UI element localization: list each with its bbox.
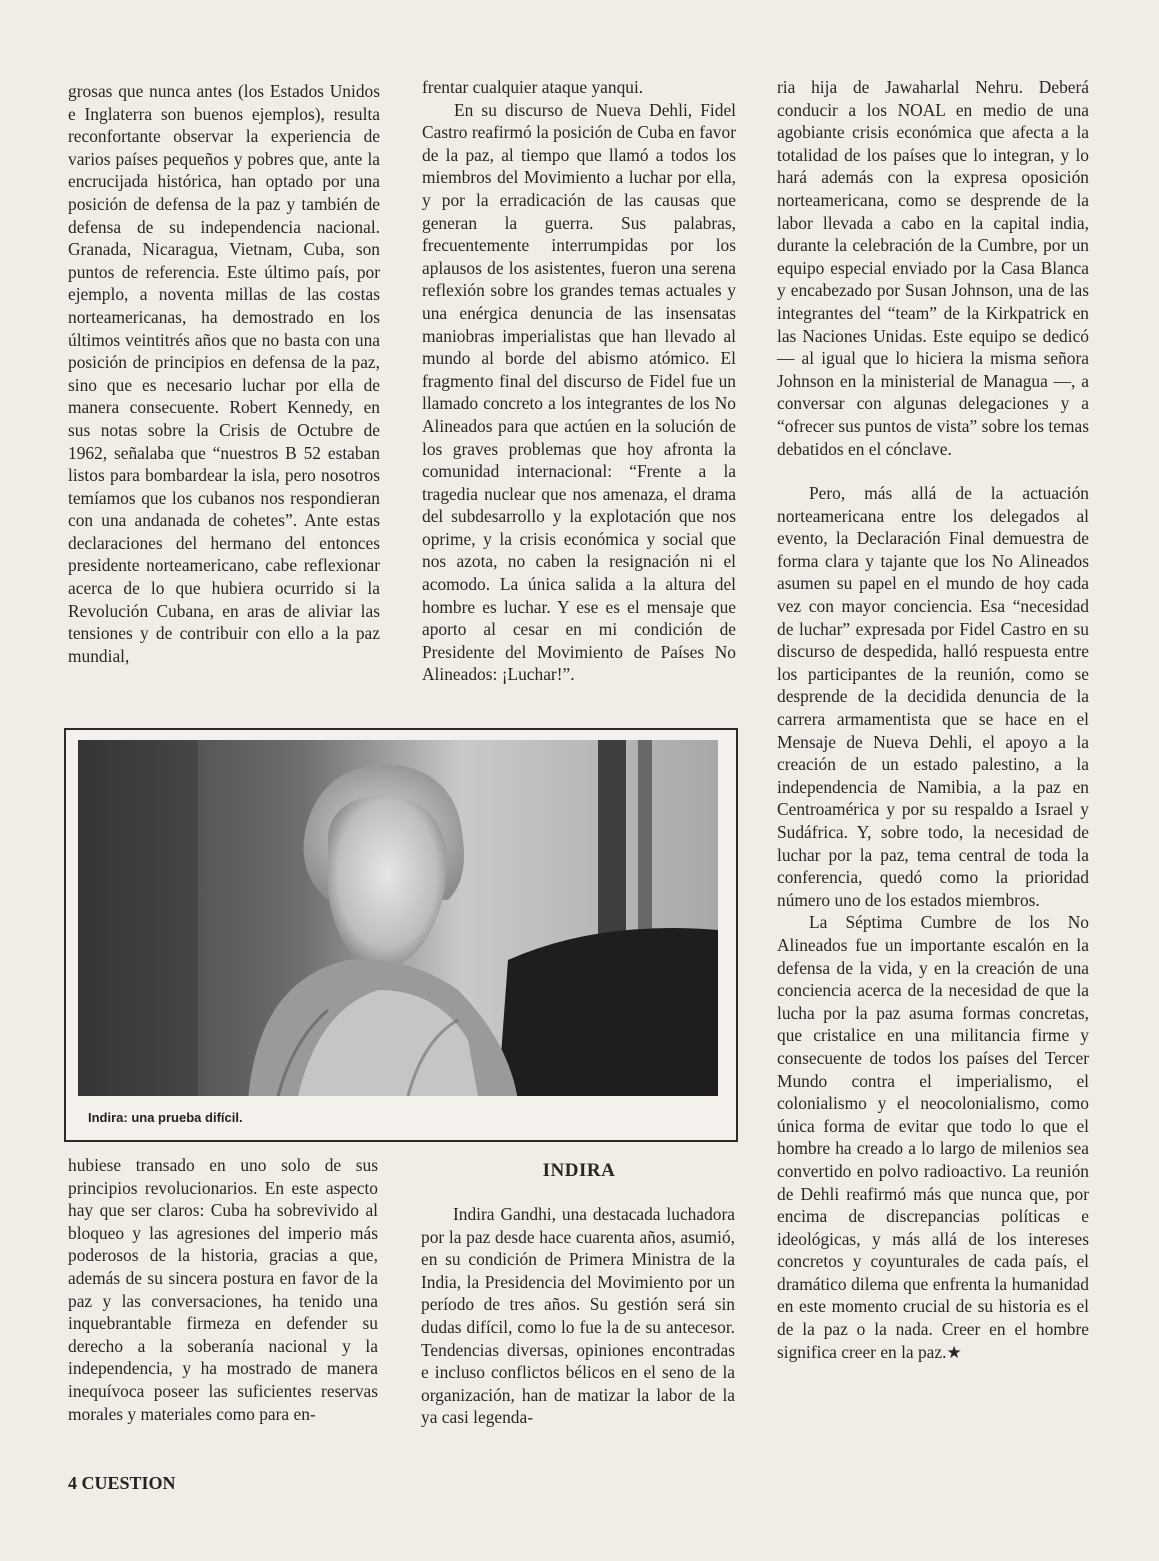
paragraph: frentar cualquier ataque yanqui. [422,77,644,97]
article-column-5 [421,1203,735,1429]
paragraph: Pero, más allá de la actuación norteamericana entre los delegados al evento, la Declaración Final demuestra de forma clara y tajante que los No Alineados asumen su papel en el mundo de hoy cada vez con mayor conciencia. Esa “necesidad de luchar” expresada por Fidel Castro en su discurso de despedida, halló respuesta entre los participantes de la reunión, como se desprende de la decidida denuncia de la carrera armamentista que se hace en el Mensaje de Nueva Dehli, el apoyo a la creación de un estado palestino, a la independencia de Namibia, a la paz en Centroamérica y por su respaldo a Israel y Sudáfrica. Y, sobre todo, la necesidad de luchar por la paz, tema central de toda la conferencia, quedó como la prioridad número uno de los estados miembros. [777,483,1089,910]
photo-indira-gandhi [78,740,718,1096]
photo-caption: Indira: una prueba difícil. [88,1110,243,1125]
page-footer: 4 CUESTION [68,1473,176,1493]
paragraph: En su discurso de Nueva Dehli, Fidel Castro reafirmó la posición de Cuba en favor de la paz, al tiempo que llamó a todos los miembros del Movimiento a luchar por ella, y por la erradicación de las causas que generan la guerra. Sus palabras, frecuentemente interrumpidas por los aplausos de los asistentes, fueron una serena reflexión sobre los grandes temas actuales y una enérgica denuncia de las insensatas maniobras imperialistas que han llevado al mundo al borde del abismo atómico. El fragmento final del discurso de Fidel fue un llamado concreto a los integrantes de los No Alineados para que actúen en la solución de los graves problemas que hoy afronta la comunidad internacional: “Frente a la tragedia nuclear que nos amenaza, el drama del subdesarrollo y la explotación que nos oprime, y la crisis económica y social que nos azota, no caben la resignación ni el acomodo. La única salida a la altura del hombre es luchar. Y ese es el mensaje que aporto al cesar en mi condición de Presidente del Movimiento de Países No Alineados: ¡Luchar!”. [422,99,736,685]
paragraph: ria hija de Jawaharlal Nehru. Deberá conducir a los NOAL en medio de una agobiante crisis económica que afecta a la totalidad de los países que lo integran, y lo hará además con la expresa oposición norteamericana, como se desprende de la labor llevada a cabo en la capital india, durante la celebración de la Cumbre, por un equipo especial enviado por la Casa Blanca y encabezado por Susan Johnson, una de las integrantes del “team” de la Kirkpatrick en las Naciones Unidas. Este equipo se dedicó — al igual que lo hiciera la misma señora Johnson en la ministerial de Managua —, a conversar con algunas delegaciones y a “ofrecer sus puntos de vista” sobre los temas debatidos en el cónclave. [777,77,1089,459]
star-icon: ★ [946,1342,962,1362]
article-column-1 [68,80,380,667]
photo-box [64,728,738,1142]
article-column-2 [422,76,736,686]
article-column-3 [777,76,1089,1364]
paragraph: hubiese transado en uno solo de sus principios revolucionarios. En este aspecto hay que ser claros: Cuba ha sobrevivido al bloqueo y las agresiones del imperio más poderosos de la historia, gracias a que, además de su sincera postura en favor de la paz y las conversaciones, ha tenido una inquebrantable firmeza en defender su derecho a la soberanía nacional y la independencia, y ha mostrado de manera inequívoca poseer las suficientes reservas morales y materiales como para en- [68,1155,378,1424]
paragraph: Indira Gandhi, una destacada luchadora por la paz desde hace cuarenta años, asumió, en su condición de Primera Ministra de la India, la Presidencia del Movimiento por un período de tres años. Su gestión será sin dudas difícil, como lo fue la de su antecesor. Tendencias diversas, opiniones encontradas e incluso conflictos bélicos en el seno de la organización, han de matizar la labor de la ya casi legenda- [421,1204,735,1428]
paragraph-text: La Séptima Cumbre de los No Alineados fue un importante escalón en la defensa de la vida, y en la creación de una conciencia acerca de la necesidad de que la lucha por la paz asuma formas concretas, que cristalice en una militancia firme y consecuente de todos los países del Tercer Mundo contra el imperialismo, el colonialismo y el neocolonialismo, como única forma de evitar que todo lo que el hombre ha creado a lo largo de milenios sea convertido en polvo radioactivo. La reunión de Dehli reafirmó más que nunca que, por encima de discrepancias políticas e ideológicas, y más allá de los intereses concretos y coyunturales de cada país, el dramático dilema que enfrenta la humanidad en este momento crucial de su historia es el de la paz o la nada. Creer en el hombre significa creer en la paz. [777,912,1089,1362]
section-heading: INDIRA [542,1160,616,1181]
paragraph [777,911,1089,1364]
article-column-4 [68,1154,378,1425]
paragraph: grosas que nunca antes (los Estados Unidos e Inglaterra son buenos ejemplos), resulta reconfortante observar la experiencia de varios países pequeños y pobres que, ante la encrucijada histórica, han optado por una posición de defensa de la paz y también de defensa de su independencia nacional. Granada, Nicaragua, Vietnam, Cuba, son puntos de referencia. Este último país, por ejemplo, a noventa millas de las costas norteamericanas, ha demostrado en los últimos veintitrés años que no basta con una posición de principios en defensa de la paz, sino que es necesario luchar por ella de manera consecuente. Robert Kennedy, en sus notas sobre la Crisis de Octubre de 1962, señalaba que “nuestros B 52 estaban listos para bombardear la isla, pero nosotros temíamos que los cubanos nos respondieran con una andanada de cohetes”. Ante estas declaraciones del hermano del entonces presidente norteamericano, cabe reflexionar acerca de lo que hubiera ocurrido si la Revolución Cubana, en aras de aliviar las tensiones y de contribuir con ello a la paz mundial, [68,81,380,666]
